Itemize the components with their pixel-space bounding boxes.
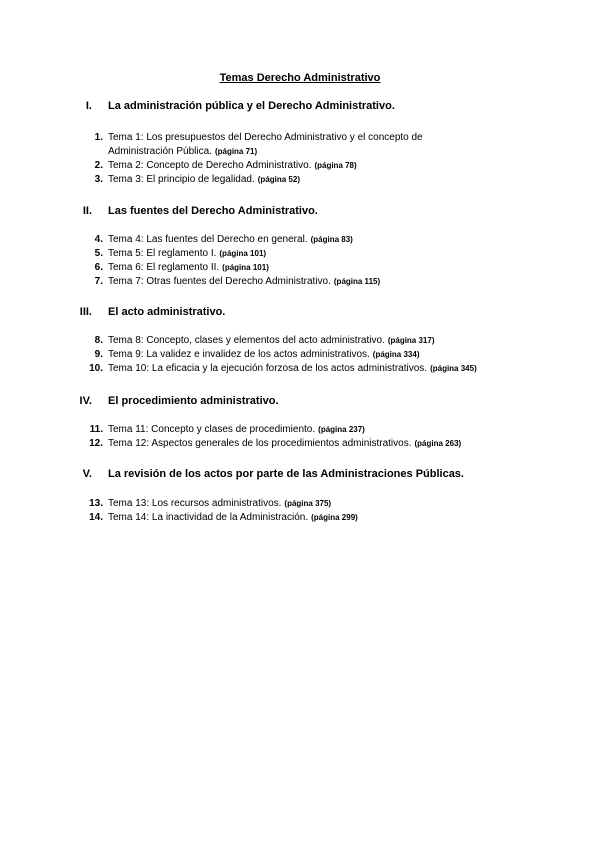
page-reference: (página 52) — [257, 175, 300, 184]
document-title: Temas Derecho Administrativo — [219, 72, 381, 84]
section-title: La administración pública y el Derecho Administrativo. — [108, 100, 395, 112]
section-title: La revisión de los actos por parte de las Administraciones Públicas. — [108, 468, 464, 480]
topic-item — [0, 511, 600, 525]
topic-number: 11. — [89, 424, 103, 435]
page-reference: (página 299) — [311, 513, 358, 522]
topic-list-2 — [0, 233, 600, 289]
section-numeral: IV. — [79, 395, 92, 407]
page-reference: (página 263) — [414, 439, 462, 448]
section-numeral: V. — [82, 468, 92, 480]
topic-item — [0, 348, 600, 362]
topic-number: 8. — [94, 335, 103, 346]
page-reference: (página 101) — [222, 263, 269, 272]
section-heading-2 — [0, 205, 600, 221]
page-reference: (página 345) — [430, 364, 477, 373]
page-reference: (página 375) — [284, 499, 332, 508]
topic-number: 10. — [89, 363, 103, 374]
topic-number: 6. — [94, 262, 103, 273]
topic-text: Tema 8: Concepto, clases y elementos del acto administrativo. — [108, 335, 385, 346]
page-reference: (página 317) — [387, 336, 435, 345]
section-heading-4 — [0, 395, 600, 411]
page-reference: (página 71) — [214, 147, 258, 156]
topic-number: 5. — [94, 248, 103, 259]
page-reference: (página 78) — [314, 161, 357, 170]
topic-number: 7. — [94, 276, 103, 287]
section-heading-1 — [0, 100, 600, 116]
section-title: El procedimiento administrativo. — [108, 395, 279, 407]
topic-item — [0, 423, 600, 437]
topic-number: 9. — [94, 349, 103, 360]
topic-text: Tema 9: La validez e invalidez de los actos administrativos. — [108, 349, 370, 360]
topic-item — [0, 497, 600, 511]
topic-item — [0, 261, 600, 275]
topic-text: Tema 13: Los recursos administrativos. — [108, 498, 282, 509]
topic-text: Tema 10: La eficacia y la ejecución forzosa de los actos administrativos. — [108, 363, 428, 374]
topic-number: 1. — [94, 132, 103, 143]
section-heading-3 — [0, 306, 600, 322]
topic-item — [0, 334, 600, 348]
topic-list-5 — [0, 497, 600, 525]
page-reference: (página 237) — [318, 425, 365, 434]
topic-text: Tema 6: El reglamento II. — [108, 262, 220, 273]
topic-number: 14. — [89, 512, 103, 523]
topic-number: 3. — [94, 174, 103, 185]
topic-text: Tema 1: Los presupuestos del Derecho Administrativo y el concepto de Administración Pública. — [108, 132, 423, 157]
topic-number: 2. — [94, 160, 103, 171]
section-numeral: III. — [79, 306, 92, 318]
topic-item — [0, 437, 600, 451]
topic-text: Tema 12: Aspectos generales de los procedimientos administrativos. — [108, 438, 412, 449]
topic-item — [0, 159, 600, 173]
section-numeral: I. — [85, 100, 92, 112]
page-reference: (página 101) — [219, 249, 267, 258]
topic-text: Tema 14: La inactividad de la Administración. — [108, 512, 309, 523]
topic-item — [0, 362, 600, 376]
topic-number: 12. — [89, 438, 103, 449]
section-title: Las fuentes del Derecho Administrativo. — [108, 205, 318, 217]
topic-number: 13. — [89, 498, 103, 509]
page-reference: (página 83) — [310, 235, 353, 244]
topic-text: Tema 4: Las fuentes del Derecho en general. — [108, 234, 308, 245]
topic-text: Tema 7: Otras fuentes del Derecho Administrativo. — [108, 276, 331, 287]
topic-item — [0, 275, 600, 289]
topic-item — [0, 131, 600, 159]
topic-text: Tema 11: Concepto y clases de procedimiento. — [108, 424, 316, 435]
topic-number: 4. — [94, 234, 103, 245]
topic-list-4 — [0, 423, 600, 451]
topic-item — [0, 233, 600, 247]
topic-text: Tema 3: El principio de legalidad. — [108, 174, 255, 185]
page-reference: (página 115) — [333, 277, 381, 286]
page-reference: (página 334) — [372, 350, 420, 359]
section-numeral: II. — [82, 205, 92, 217]
topic-text: Tema 5: El reglamento I. — [108, 248, 217, 259]
section-heading-5 — [0, 468, 600, 484]
topic-list-3 — [0, 334, 600, 376]
topic-item — [0, 173, 600, 187]
section-title: El acto administrativo. — [108, 306, 226, 318]
topic-list-1 — [0, 131, 600, 187]
topic-item — [0, 247, 600, 261]
topic-text: Tema 2: Concepto de Derecho Administrativo. — [108, 160, 312, 171]
